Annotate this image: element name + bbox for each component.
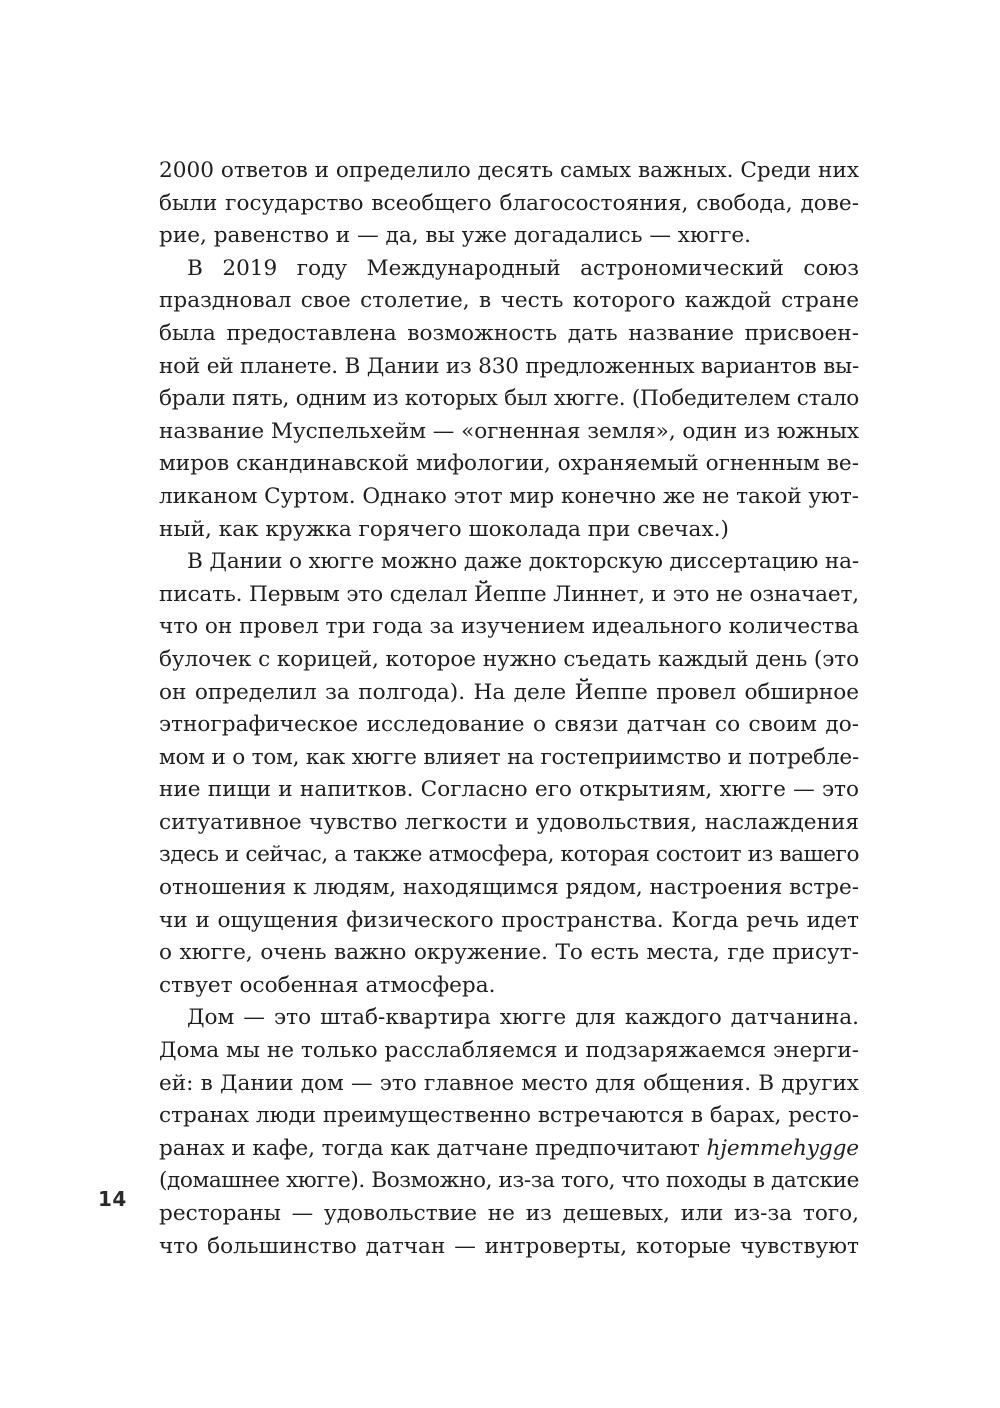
- text-line-content: Дома мы не только расслабляемся и подзаряжаемся энерги-: [159, 1038, 859, 1064]
- text-line-content: миров скандинавской мифологии, охраняемый огненным ве-: [159, 451, 859, 477]
- text-line: [159, 839, 859, 872]
- text-line-content: ей: в Дании дом — это главное место для общения. В других: [159, 1070, 859, 1096]
- text-line-content: ние пищи и напитков. Согласно его открытиям, хюгге — это: [159, 777, 859, 803]
- text-line-content: В 2019 году Международный астрономический союз: [187, 255, 859, 281]
- text-line: [159, 383, 859, 416]
- text-line-content: мом и о том, как хюгге влияет на гостеприимство и потребле-: [159, 744, 859, 770]
- text-line-content: чи и ощущения физического пространства. Когда речь идет: [159, 907, 859, 933]
- text-line-content: были государство всеобщего благосостояния, свобода, дове-: [159, 190, 859, 216]
- text-line: [159, 285, 859, 318]
- text-line-content: рестораны — удовольствие не из дешевых, или из-за того,: [159, 1201, 859, 1226]
- text-line: [159, 220, 859, 253]
- text-line-content: булочек с корицей, которое нужно съедать каждый день (это: [159, 646, 859, 672]
- text-line: [159, 872, 859, 905]
- body-text: [159, 155, 859, 1263]
- text-line: [159, 253, 859, 286]
- text-line: [159, 416, 859, 449]
- text-line-content: ствует особенная атмосфера.: [159, 972, 496, 998]
- text-line-content: писать. Первым это сделал Йеппе Линнет, и это не означает,: [159, 581, 860, 607]
- page-number: 14: [98, 1187, 127, 1211]
- text-line: [159, 1035, 859, 1068]
- text-line: [159, 611, 859, 644]
- text-line-content: название Муспельхейм — «огненная земля», один из южных: [159, 418, 859, 444]
- text-line-content: что большинство датчан — интроверты, которые чувствуют: [159, 1233, 859, 1259]
- text-line: [159, 1068, 859, 1101]
- text-line: [159, 1231, 859, 1264]
- text-line-content: В Дании о хюгге можно даже докторскую диссертацию на-: [187, 549, 859, 575]
- text-line-content: ной ей планете. В Дании из 830 предложенных вариантов вы-: [159, 353, 860, 379]
- text-line-content: ранах и кафе, тогда как датчане предпочитают: [159, 1135, 707, 1161]
- text-line: [159, 514, 859, 547]
- text-line: [159, 807, 859, 840]
- text-line-content: он определил за полгода). На деле Йеппе провел обширное: [159, 679, 859, 705]
- text-line: [159, 155, 859, 188]
- text-line: [159, 1198, 859, 1231]
- text-line: [159, 1133, 859, 1166]
- text-line-content: этнографическое исследование о связи датчан со своим до-: [159, 712, 859, 738]
- text-line-content: праздновал свое столетие, в честь которого каждой стране: [159, 288, 859, 314]
- text-line: [159, 1165, 859, 1198]
- text-line-content: ликаном Суртом. Однако этот мир конечно же не такой уют-: [159, 483, 860, 509]
- text-line-content: странах люди преимущественно встречаются в барах, ресто-: [159, 1103, 860, 1129]
- text-line: [159, 774, 859, 807]
- text-line: [159, 937, 859, 970]
- text-line-content: 2000 ответов и определило десять самых важных. Среди них: [159, 158, 860, 183]
- text-line: [159, 188, 859, 221]
- text-line: [159, 448, 859, 481]
- text-line: [159, 1100, 859, 1133]
- text-line: [159, 351, 859, 384]
- text-line-content: рие, равенство и — да, вы уже догадались — хюгге.: [159, 223, 752, 249]
- text-line: [159, 579, 859, 612]
- text-line-content: была предоставлена возможность дать название присвоен-: [159, 320, 859, 346]
- text-line: [159, 709, 859, 742]
- text-line: [159, 481, 859, 514]
- text-line: [159, 677, 859, 710]
- text-line-content: здесь и сейчас, а также атмосфера, которая состоит из вашего: [159, 842, 860, 868]
- text-line: [159, 970, 859, 1003]
- text-line-content: о хюгге, очень важно окружение. То есть места, где присут-: [159, 940, 859, 966]
- italic-term: hjemmehygge: [706, 1135, 859, 1161]
- text-line: [159, 644, 859, 677]
- text-line: [159, 318, 859, 351]
- text-line: [159, 1002, 859, 1035]
- text-line-content: брали пять, одним из которых был хюгге. (Победителем стало: [159, 386, 859, 412]
- text-line-content: ный, как кружка горячего шоколада при свечах.): [159, 516, 729, 542]
- text-line: [159, 905, 859, 938]
- text-line-content: отношения к людям, находящимся рядом, настроения встре-: [159, 875, 860, 901]
- text-line-content: (домашнее хюгге). Возможно, из-за того, что походы в датские: [159, 1168, 859, 1194]
- text-line-content: ситуативное чувство легкости и удовольствия, наслаждения: [159, 809, 859, 835]
- text-line: [159, 742, 859, 775]
- text-line: [159, 546, 859, 579]
- text-line-content: что он провел три года за изучением идеального количества: [159, 614, 860, 640]
- text-line-content: Дом — это штаб-квартира хюгге для каждого датчанина.: [187, 1005, 859, 1031]
